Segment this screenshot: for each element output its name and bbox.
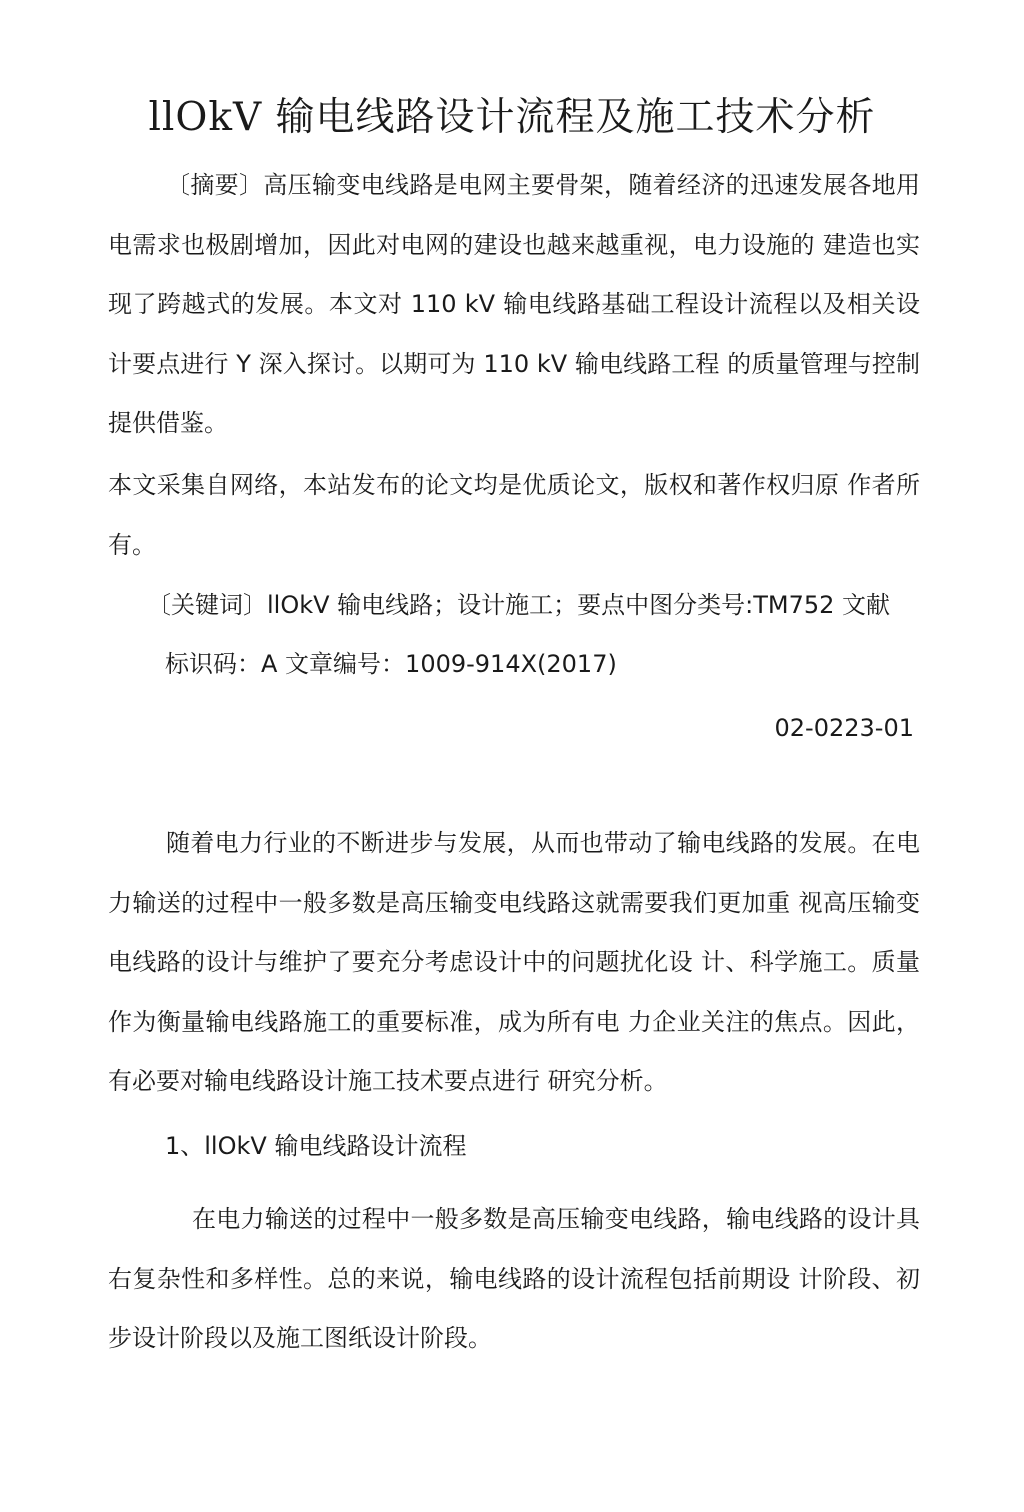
keywords-line: 〔关键词〕llOkV 输电线路；设计施工；要点中图分类号:TM752 文献 [147,591,891,619]
identifier-line: 标识码：A 文章编号：1009-914X(2017) [165,650,617,678]
abstract-paragraph: 〔摘要〕高压输变电线路是电网主要骨架，随着经济的迅速发展各地用电需求也极剧增加，因此对电网的建设也越来越重视，电力设施的 建造也实现了跨越式的发展。本文对 110 kV 输电线路基础工程设计流程以及相关设计要点进行 Y 深入探讨。以期可为 110 kV 输电线路工程 的质量管理与控制提供借鉴。 [108,171,920,437]
section-1-paragraph: 在电力输送的过程中一般多数是高压输变电线路，输电线路的设计具右复杂性和多样性。总的来说，输电线路的设计流程包括前期设 计阶段、初步设计阶段以及施工图纸设计阶段。 [108,1205,920,1352]
intro-paragraph: 随着电力行业的不断进步与发展，从而也带动了输电线路的发展。在电力输送的过程中一般多数是高压输变电线路这就需要我们更加重 视高压输变电线路的设计与维护了要充分考虑设计中的问题扰化设 计、科学施工。质量作为衡量输电线路施工的重要标准，成为所有电 力企业关注的焦点。因此，有必要对输电线路设计施工技术要点进行 研究分析。 [108,829,920,1095]
article-number-tail: 02-0223-01 [774,714,914,742]
document-title: llOkV 输电线路设计流程及施工技术分析 [148,95,876,140]
section-1-heading: 1、llOkV 输电线路设计流程 [165,1132,467,1160]
source-note-paragraph: 本文采集自网络，本站发布的论文均是优质论文，版权和著作权归原 作者所有。 [108,471,920,559]
